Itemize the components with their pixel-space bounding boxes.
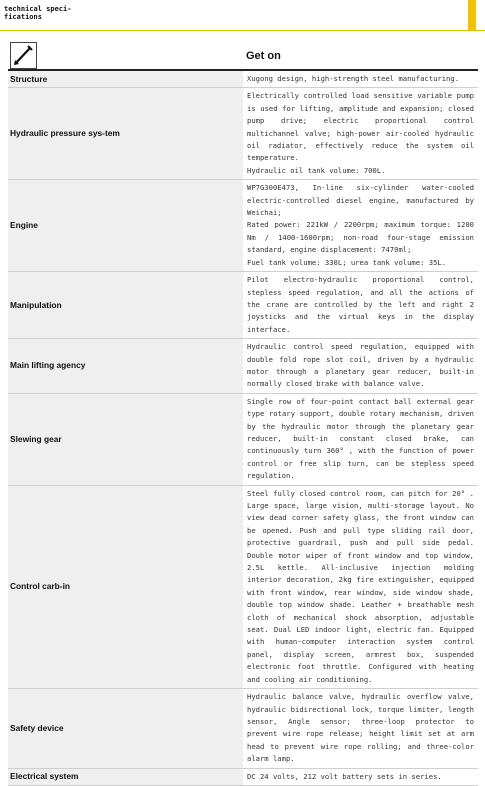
spec-row: [8, 393, 478, 485]
spec-row: [8, 689, 478, 768]
section-header-row: [8, 42, 478, 70]
spec-value: Electrically controlled load sensitive variable pump is used for lifting, amplitude and expansion; closed pump drive; electric proportional control multichannel valve; high-power air-cooled hydraulic oil radiator, effectively reduce the system oil temperature. Hydraulic oil tank volume: 700L.: [243, 88, 478, 180]
spec-label: Engine: [8, 180, 243, 272]
spec-value: Single row of four-point contact ball external gear type rotary support, double rotary mechanism, driven by the hydraulic motor through the planetary gear reducer, built-in constant closed brake, can continuously turn 360° , with the function of power control or free slip turn, can be stepless speed regulation.: [243, 393, 478, 485]
crane-hook-icon: [10, 42, 37, 69]
spec-value: Xugong design, high-strength steel manufacturing.: [243, 70, 478, 88]
header-divider: [0, 30, 485, 31]
spec-label: Structure: [8, 70, 243, 88]
header-title: technical speci- fications: [4, 5, 72, 21]
spec-value: DC 24 volts, 212 volt battery sets in series.: [243, 768, 478, 785]
spec-label: Main lifting agency: [8, 339, 243, 394]
spec-row: [8, 180, 478, 272]
header-accent-tab: [468, 0, 476, 30]
spec-value: Hydraulic control speed regulation, equipped with double fold rope slot coil, driven by a hydraulic motor through a planetary gear reducer, built-in normally closed brake with balance valve.: [243, 339, 478, 394]
spec-label: Manipulation: [8, 272, 243, 339]
spec-label: Hydraulic pressure sys-tem: [8, 88, 243, 180]
spec-row: [8, 70, 478, 88]
spec-label: Safety device: [8, 689, 243, 768]
spec-value: Steel fully closed control room, can pitch for 20° . Large space, large vision, multi-storage layout. No view dead corner safety glass, the front window can be opened. Push and pull type sliding rail door, protective guardrail, push and pull side pedal. Double motor wiper of front window and top window, 2.5L kettle. All-inclusive injection molding interior decoration, 2kg fire extinguisher, equipped with front window, rear window, side window shade, double top window shade. Leather + breathable mesh cloth of mechanical shock absorption, adjustable seat. Dual LED indoor light, electric fan. Equipped with human-computer interaction system control panel, display screen, armrest box, suspended electronic foot throttle. Configured with heating and cooling air conditioning.: [243, 485, 478, 689]
spec-label: Control carb-in: [8, 485, 243, 689]
spec-rows: [8, 70, 478, 785]
spec-value: WP7G300E473, In-line six-cylinder water-cooled electric-controlled diesel engine, manufactured by Weichai; Rated power: 221kW / 2200rpm; maximum torque: 1200 Nm / 1400-1600rpm; non-road four-stage emission standard, engine displacement: 7470ml; Fuel tank volume: 330L; urea tank volume: 35L.: [243, 180, 478, 272]
section-title: Get on: [243, 42, 478, 70]
spec-label: Slewing gear: [8, 393, 243, 485]
spec-row: [8, 88, 478, 180]
spec-value: Pilot electro-hydraulic proportional control, stepless speed regulation, and all the actions of the crane are controlled by the left and right 2 joysticks and the virtual keys in the display interface.: [243, 272, 478, 339]
section-icon-cell: [8, 42, 243, 70]
spec-value: Hydraulic balance valve, hydraulic overflow valve, hydraulic bidirectional lock, torque limiter, length sensor, Angle sensor; three-loop protector to prevent wire rope release; height limit set at arm head to prevent wire rope rolling; and three-color alarm lamp.: [243, 689, 478, 768]
spec-label: Electrical system: [8, 768, 243, 785]
page-header: [0, 0, 485, 30]
spec-row: [8, 768, 478, 785]
spec-row: [8, 339, 478, 394]
spec-row: [8, 272, 478, 339]
spec-table: [8, 42, 478, 786]
